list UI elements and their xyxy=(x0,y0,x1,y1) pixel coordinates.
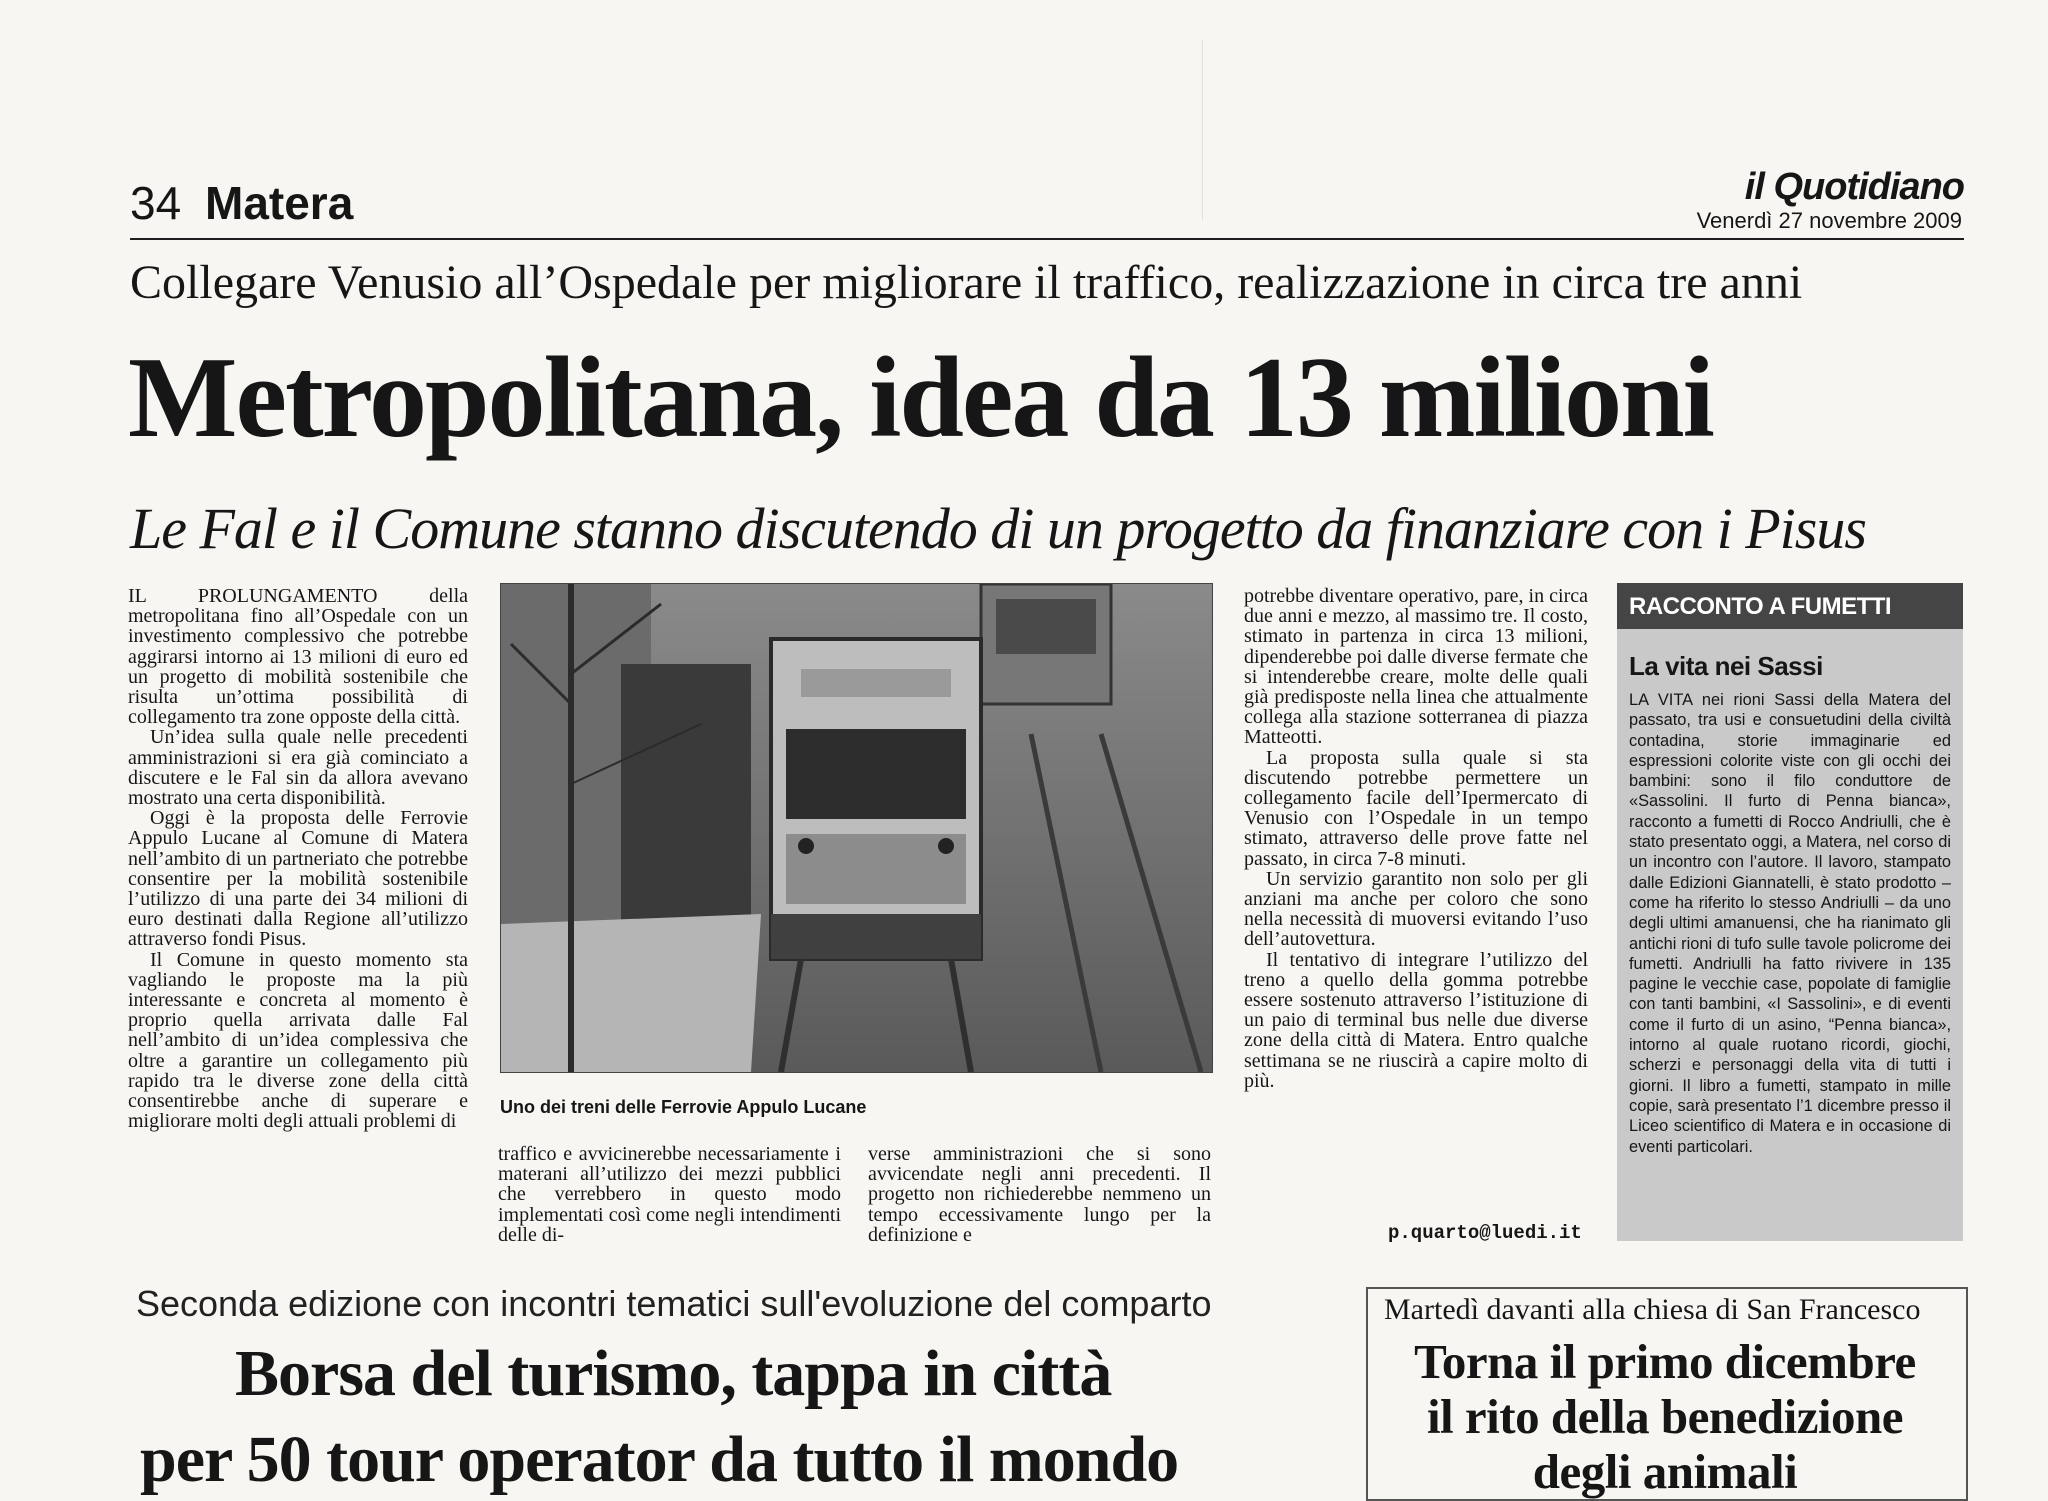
paragraph: Un servizio garantito non solo per gli anziani ma anche per coloro che sono nella necessità di muoversi evitando l’uso dell’autovettura. xyxy=(1244,867,1588,951)
paragraph: potrebbe diventare operativo, pare, in circa due anni e mezzo, al massimo tre. Il costo, stimato in partenza in circa 13 milioni, dipenderebbe poi dalle diverse fermate che si intenderebbe creare, molte delle quali già predisposte nella linea che attualmente collega alla stazione sotterranea di piazza Matteotti. xyxy=(1244,585,1588,749)
bottom-right-headline-line1: Torna il primo dicembre xyxy=(1414,1334,1916,1389)
sidebar-title: La vita nei Sassi xyxy=(1629,651,1823,681)
issue-date: Venerdì 27 novembre 2009 xyxy=(1696,208,1962,233)
sidebar-body: LA VITA nei rioni Sassi della Matera del passato, tra usi e consuetudini della civiltà contadina, storie immaginarie ed espressioni colorite viste con gli occhi dei bambini: sono il filo conduttore de «Sassolini. Il furto di Penna bianca», racconto a fumetti di Rocco Andriulli, che è stato presentato oggi, a Matera, nel corso di un incontro con l’autore. Il lavoro, stampato dalle Edizioni Giannatelli, è stato prodotto – come ha riferito lo stesso Andriulli – da uno degli ultimi amanuensi, che ha rianimato gli antichi rioni di tufo sulle tavole policrome dei fumetti. Andriulli ha fatto rivivere in 135 pagine le vecchie case, popolate di famiglie con tanti bambini, «I Sassolini», e di eventi come il furto di un asino, “Penna bianca», intorno al quale ruotano ricordi, giochi, scherzi e personaggi della vita di tutti i giorni. Il libro a fumetti, stampato in mille copie, sarà presentato l’1 dicembre presso il Liceo scientifico di Matera e in occasione di eventi particolari. xyxy=(1629,691,1951,1156)
paragraph: Il tentativo di integrare l’utilizzo del treno a quello della gomma potrebbe essere sostenuto attraverso l’istituzione di un paio di terminal bus nelle due diverse zone della città di Matera. Entro qualche settimana se ne riuscirà a capire molto di più. xyxy=(1244,948,1588,1092)
paragraph: Oggi è la proposta delle Ferrovie Appulo Lucane al Comune di Matera nell’ambito di un partneriato che potrebbe consentire per la mobilità sostenibile l’utilizzo di una parte dei 34 milioni di euro destinati dalla Regione all’utilizzo attraverso fondi Pisus. xyxy=(128,807,468,951)
article-column-1 xyxy=(128,586,468,1131)
article-subhead: Le Fal e il Comune stanno discutendo di un progetto da finanziare con i Pisus xyxy=(130,496,1866,561)
paragraph: traffico e avvicinerebbe necessariamente i materani all’utilizzo dei mezzi pubblici che verrebbero in questo modo implementati così come negli intendimenti delle di- xyxy=(498,1143,841,1246)
paragraph: Il Comune in questo momento sta vagliando le proposte ma la più interessante e concreta al momento è proprio quella arrivata dalle Fal nell’ambito di un’idea complessiva che oltre a garantire un collegamento più rapido tra le diverse zone della città consentirebbe anche di superare e migliorare molti degli attuali problemi di xyxy=(128,948,468,1133)
photo-caption: Uno dei treni delle Ferrovie Appulo Lucane xyxy=(500,1097,867,1117)
paragraph: verse amministrazioni che si sono avvicendate negli anni precedenti. Il progetto non richiederebbe nemmeno un tempo eccessivamente lungo per la definizione e xyxy=(868,1143,1211,1246)
sidebar-box xyxy=(1617,583,1963,1241)
train-photo-image xyxy=(501,584,1212,1072)
article-headline: Metropolitana, idea da 13 milioni xyxy=(128,334,1713,462)
section-title: Matera xyxy=(205,177,354,229)
show-through-line xyxy=(1202,40,1203,220)
bottom-article-headline-line2: per 50 tour operator da tutto il mondo xyxy=(140,1423,1179,1496)
paragraph: IL PROLUNGAMENTO della metropolitana fino all’Ospedale con un investimento complessivo che potrebbe aggirarsi intorno ai 13 milioni di euro ed un progetto di mobilità sostenibile che risulta un’ottima possibilità di collegamento tra zone opposte della città. xyxy=(128,585,468,729)
paragraph: Un’idea sulla quale nelle precedenti amministrazioni si era già cominciato a discutere e le Fal sin da allora avevano mostrato una certa disponibilità. xyxy=(128,726,468,810)
train-photo xyxy=(500,583,1213,1073)
bottom-article-kicker: Seconda edizione con incontri tematici sull'evoluzione del comparto xyxy=(136,1283,1212,1324)
newspaper-masthead: il Quotidiano xyxy=(1744,166,1964,208)
author-email: p.quarto@luedi.it xyxy=(1388,1222,1582,1244)
article-column-3 xyxy=(868,1144,1211,1245)
header-rule xyxy=(130,238,1964,240)
bottom-right-kicker: Martedì davanti alla chiesa di San Francesco xyxy=(1384,1293,1921,1326)
sidebar-label: RACCONTO A FUMETTI xyxy=(1617,583,1963,629)
page-number: 34 xyxy=(130,177,182,229)
bottom-article-headline-line1: Borsa del turismo, tappa in città xyxy=(235,1337,1112,1410)
bottom-right-headline-line2: il rito della benedizione xyxy=(1426,1389,1904,1444)
bottom-right-headline-line3: degli animali xyxy=(1532,1444,1798,1499)
article-kicker: Collegare Venusio all’Ospedale per migliorare il traffico, realizzazione in circa tre anni xyxy=(130,256,1803,309)
paragraph: La proposta sulla quale si sta discutendo potrebbe permettere un collegamento facile dell’Ipermercato di Venusio con l’Ospedale in un tempo stimato, attraverso delle prove fatte nel passato, in circa 7-8 minuti. xyxy=(1244,746,1588,870)
article-column-4 xyxy=(1244,586,1588,1091)
article-column-2 xyxy=(498,1144,841,1245)
